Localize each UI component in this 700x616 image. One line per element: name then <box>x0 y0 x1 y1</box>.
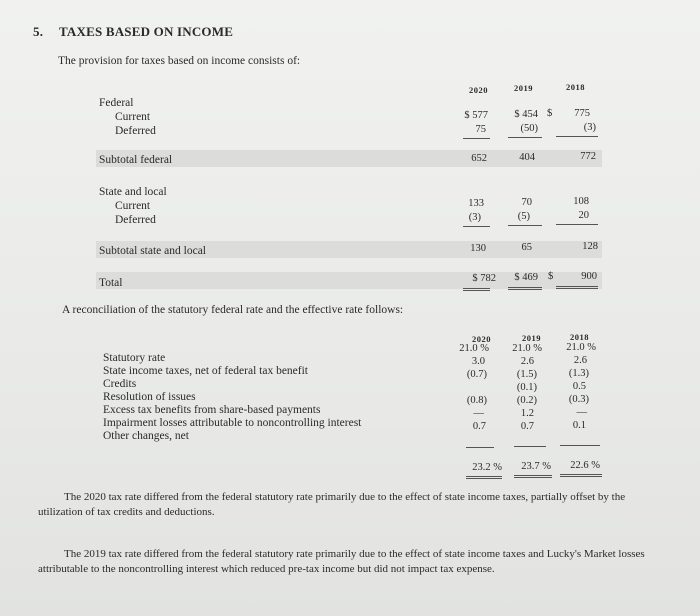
underline <box>508 137 542 138</box>
rate-2019: (0.2) <box>516 395 537 406</box>
federal-current-label: Current <box>115 111 151 123</box>
rate-2018: 0.5 <box>572 381 586 392</box>
double-underline <box>560 474 602 477</box>
rate-year-header-2019: 2019 <box>522 333 541 343</box>
section-number: 5. <box>33 24 44 39</box>
rate-row-label: Resolution of issues <box>103 391 196 403</box>
federal-deferred-2020: 75 <box>475 124 486 135</box>
rate-2018: 0.1 <box>572 420 586 431</box>
total-2019: $ 469 <box>514 272 538 283</box>
total-2018: 900 <box>581 271 597 282</box>
federal-current-2018-dollar: $ <box>547 108 553 119</box>
rate-2019: (1.5) <box>516 369 537 380</box>
rate-2018: — <box>576 407 587 418</box>
underline <box>508 225 542 226</box>
rate-2019: 0.7 <box>520 421 534 432</box>
intro-text: The provision for taxes based on income consists of: <box>58 55 301 67</box>
subtotal-state-2018: 128 <box>582 241 598 252</box>
underline <box>466 447 494 448</box>
federal-current-2019: $ 454 <box>514 109 538 120</box>
subtotal-state-2020: 130 <box>470 243 486 254</box>
rate-year-header-2020: 2020 <box>472 334 491 344</box>
subtotal-state-label: Subtotal state and local <box>99 245 206 257</box>
paragraph-2020: The 2020 tax rate differed from the federal statutory rate primarily due to the effect of state income taxes, partially offset by the utilization of tax credits and deductions. <box>38 491 626 518</box>
rate-2020: 21.0 % <box>459 343 489 354</box>
total-2018-dollar: $ <box>548 271 554 282</box>
underline <box>556 136 598 137</box>
rate-year-header-2018: 2018 <box>570 332 589 342</box>
paragraph-2019: The 2019 tax rate differed from the federal statutory rate primarily due to the effect of state income taxes and Lucky's Market losses attributable to the noncontrolling interest which reduced pre-tax income but did not impact tax expense. <box>38 548 645 575</box>
state-deferred-label: Deferred <box>115 214 156 226</box>
total-label: Total <box>99 277 123 289</box>
rate-2019: (0.1) <box>516 382 537 393</box>
rate-row-label: Other changes, net <box>103 430 189 442</box>
total-2020: $ 782 <box>472 273 496 284</box>
underline <box>560 445 600 446</box>
federal-deferred-2019: (50) <box>520 123 538 134</box>
rate-2018: (0.3) <box>568 394 589 405</box>
rate-2020: 0.7 <box>472 421 486 432</box>
underline <box>463 138 490 139</box>
underline <box>556 224 598 225</box>
subtotal-federal-2020: 652 <box>471 153 487 164</box>
year-header-2019: 2019 <box>514 83 533 93</box>
federal-current-2020: $ 577 <box>464 110 488 121</box>
federal-deferred-label: Deferred <box>115 125 156 137</box>
rate-2020: (0.8) <box>466 395 487 406</box>
rate-total-2020: 23.2 % <box>472 462 502 473</box>
state-deferred-2018: 20 <box>578 210 589 221</box>
subtotal-federal-2018: 772 <box>580 151 596 162</box>
underline <box>514 446 546 447</box>
rate-2019: 21.0 % <box>512 343 542 354</box>
rate-2020: (0.7) <box>466 369 487 380</box>
state-deferred-2019: (5) <box>517 211 530 222</box>
subtotal-federal-2019: 404 <box>519 152 535 163</box>
rate-2019: 1.2 <box>520 408 534 419</box>
section-title: TAXES BASED ON INCOME <box>59 24 234 39</box>
underline <box>463 226 490 227</box>
rate-2020: — <box>473 408 484 419</box>
rate-2018: (1.3) <box>568 368 589 379</box>
rate-2019: 2.6 <box>520 356 534 367</box>
state-current-label: Current <box>115 200 151 212</box>
federal-current-2018: 775 <box>574 108 590 119</box>
state-deferred-2020: (3) <box>468 212 481 223</box>
federal-deferred-2018: (3) <box>583 122 596 133</box>
double-underline <box>508 287 542 290</box>
rate-total-2019: 23.7 % <box>521 461 551 472</box>
state-current-2020: 133 <box>468 198 484 209</box>
rate-total-2018: 22.6 % <box>570 460 600 471</box>
double-underline <box>514 475 552 478</box>
rate-row-label: Credits <box>103 378 137 390</box>
rate-2018: 21.0 % <box>566 342 596 353</box>
year-header-2018: 2018 <box>566 82 585 92</box>
state-current-2018: 108 <box>573 196 589 207</box>
rate-row-label: Excess tax benefits from share-based payments <box>103 404 321 416</box>
rate-row-label: State income taxes, net of federal tax benefit <box>103 365 308 377</box>
state-current-2019: 70 <box>521 197 532 208</box>
double-underline <box>556 286 598 289</box>
rate-2018: 2.6 <box>573 355 587 366</box>
double-underline <box>463 288 490 291</box>
year-header-2020: 2020 <box>469 85 488 95</box>
subtotal-federal-label: Subtotal federal <box>99 154 173 166</box>
rate-row-label: Impairment losses attributable to noncontrolling interest <box>103 417 362 429</box>
rate-row-label: Statutory rate <box>103 352 166 364</box>
double-underline <box>466 476 502 479</box>
reconciliation-intro: A reconciliation of the statutory federal rate and the effective rate follows: <box>62 304 404 316</box>
subtotal-state-2019: 65 <box>521 242 532 253</box>
federal-label: Federal <box>99 97 134 109</box>
state-local-label: State and local <box>99 186 167 198</box>
rate-2020: 3.0 <box>471 356 485 367</box>
